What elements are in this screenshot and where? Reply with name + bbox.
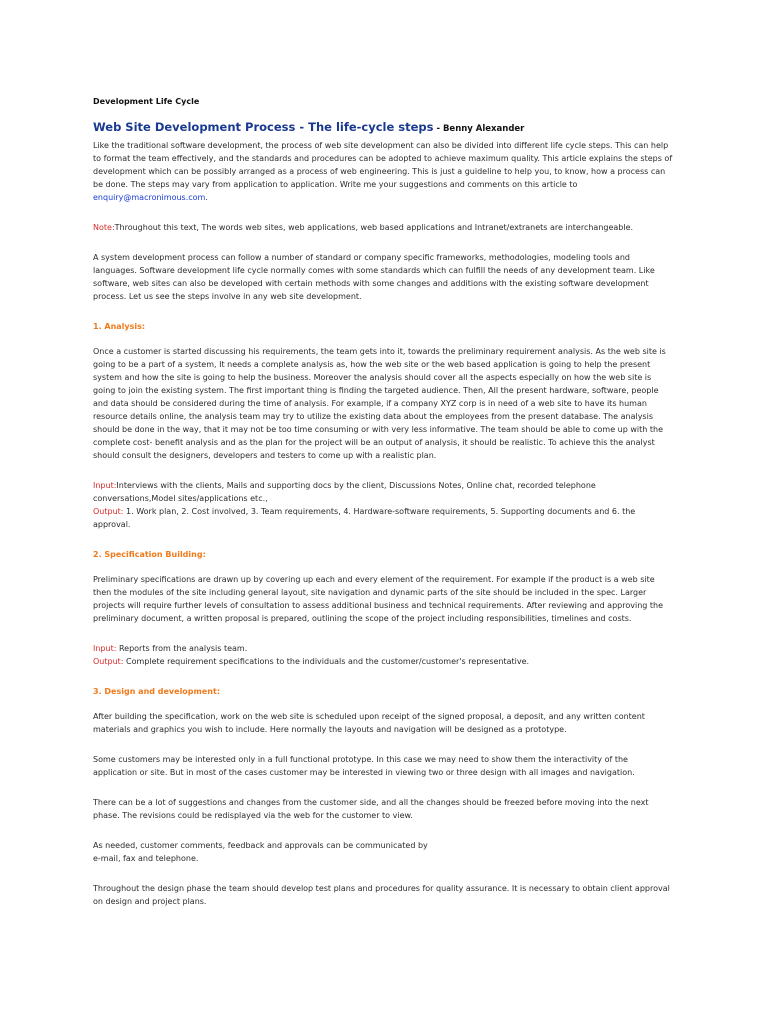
input-text: Reports from the analysis team.	[116, 644, 248, 653]
note-text: Throughout this text, The words web sites, web applications, web based applications and Intranet/extranets are interchangeable.	[114, 223, 634, 232]
intro-paragraph	[93, 139, 673, 204]
email-link[interactable]: enquiry@macronimous.com	[93, 193, 206, 202]
analysis-output	[93, 505, 673, 531]
section-heading: Development Life Cycle	[93, 97, 200, 106]
design-paragraph-3: There can be a lot of suggestions and changes from the customer side, and all the changes should be freezed before moving into the next phase. The revisions could be redisplayed via the web for the customer to view.	[93, 798, 649, 820]
analysis-paragraph: Once a customer is started discussing his requirements, the team gets into it, towards the preliminary requirement analysis. As the web site is going to be a part of a system, It needs a complete analysis as, how the web site or the web based application is going to help the present system and how the site is going to help the business. Moreover the analysis should cover all the aspects especially on how the web site is going to join the existing system. The first important thing is finding the targeted audience. Then, All the present hardware, software, people and data should be considered during the time of analysis. For example, if a company XYZ corp is in need of a web site to have its human resource details online, the analysis team may try to utilize the existing data about the employees from the present database. The analysis should be done in the way, that it may not be too time consuming or with very less informative. The team should be able to come up with the complete cost- benefit analysis and as the plan for the project will be an output of analysis, it should be realistic. To achieve this the analyst should consult the designers, developers and testers to come up with a realistic plan.	[93, 347, 666, 460]
intro-text: Like the traditional software development, the process of web site development can also be divided into different life cycle steps. This can help to format the team effectively, and the standards and procedures can be adopted to achieve maximum quality. This article explains the steps of development which can be possibly arranged as a process of web engineering. This is just a guideline to help you, to know, how a process can be done. The steps may vary from application to application. Write me your suggestions and comments on this article to	[93, 141, 673, 189]
specification-output	[93, 655, 673, 668]
input-text: Interviews with the clients, Mails and supporting docs by the client, Discussions Notes, Online chat, recorded telephone conversations,Model sites/applications etc.,	[93, 481, 596, 503]
analysis-input	[93, 479, 673, 505]
document-page	[93, 96, 673, 908]
note-paragraph	[93, 221, 673, 234]
design-paragraph-4	[93, 839, 673, 865]
article-title: Web Site Development Process - The life-cycle steps	[93, 120, 434, 134]
output-text: 1. Work plan, 2. Cost involved, 3. Team requirements, 4. Hardware-software requirements, 5. Supporting documents and 6. the approval.	[93, 507, 636, 529]
specification-heading: 2. Specification Building:	[93, 550, 206, 559]
intro-end: .	[205, 193, 208, 202]
note-label: Note:	[93, 223, 115, 232]
design-paragraph-4-line-1: As needed, customer comments, feedback and approvals can be communicated by	[93, 841, 428, 850]
specification-input	[93, 642, 673, 655]
input-label: Input:	[93, 644, 117, 653]
author-separator: -	[433, 124, 443, 134]
title-line	[93, 118, 673, 137]
output-label: Output:	[93, 657, 124, 666]
design-paragraph-1: After building the specification, work on the web site is scheduled upon receipt of the signed proposal, a deposit, and any written content materials and graphics you wish to include. Here normally the layouts and navigation will be designed as a prototype.	[93, 712, 645, 734]
analysis-heading: 1. Analysis:	[93, 322, 146, 331]
output-text: Complete requirement specifications to the individuals and the customer/customer's representative.	[123, 657, 530, 666]
process-paragraph: A system development process can follow a number of standard or company specific frameworks, methodologies, modeling tools and languages. Software development life cycle normally comes with some standards which can fulfill the needs of any development team. Like software, web sites can also be developed with certain methods with some changes and additions with the existing software development process. Let us see the steps involve in any web site development.	[93, 253, 655, 301]
design-paragraph-5: Throughout the design phase the team should develop test plans and procedures for quality assurance. It is necessary to obtain client approval on design and project plans.	[93, 884, 670, 906]
specification-paragraph: Preliminary specifications are drawn up by covering up each and every element of the requirement. For example if the product is a web site then the modules of the site including general layout, site navigation and dynamic parts of the site should be included in the spec. Larger projects will require further levels of consultation to assess additional business and technical requirements. After reviewing and approving the preliminary document, a written proposal is prepared, outlining the scope of the project including responsibilities, timelines and costs.	[93, 575, 664, 623]
design-paragraph-4-line-2: e-mail, fax and telephone.	[93, 854, 199, 863]
output-label: Output:	[93, 507, 124, 516]
design-heading: 3. Design and development:	[93, 687, 221, 696]
input-label: Input:	[93, 481, 117, 490]
design-paragraph-2: Some customers may be interested only in a full functional prototype. In this case we may need to show them the interactivity of the application or site. But in most of the cases customer may be interested in viewing two or three design with all images and navigation.	[93, 755, 635, 777]
author-name: Benny Alexander	[442, 124, 525, 134]
